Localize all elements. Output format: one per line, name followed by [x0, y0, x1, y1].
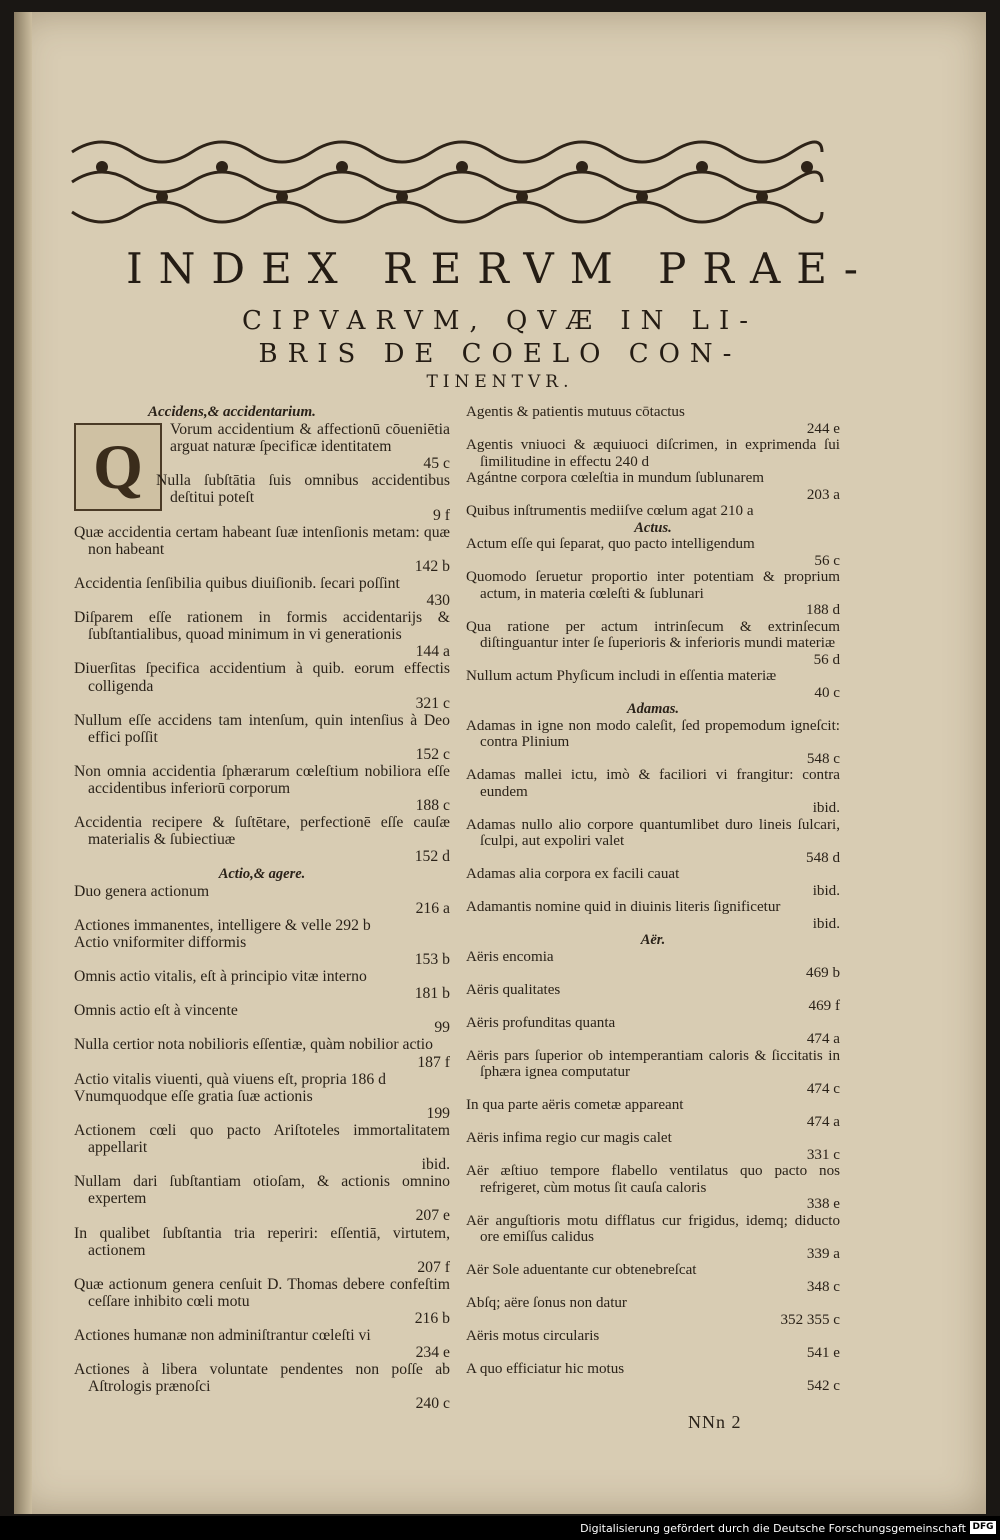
entry-text: Agántne corpora cœleſtia in mundum ſublunarem [466, 470, 765, 486]
entry-text: Omnis actio eſt à vincente [74, 1002, 238, 1020]
page-reference: 56 d [813, 651, 840, 668]
index-entry [466, 1213, 840, 1263]
index-heading: Actus. [634, 519, 672, 536]
index-entry [466, 536, 840, 569]
headpiece-ornament [62, 132, 832, 232]
page-reference: 56 c [814, 552, 840, 569]
index-entry [466, 718, 840, 768]
page-reference: 352 355 c [780, 1311, 840, 1328]
entry-text: Actiones humanæ non adminiſtrantur cœleſti vi [74, 1327, 371, 1345]
entry-text: Qua ratione per actum intrinſecum & extrinſecum diſtinguantur inter ſe ſuperioris & inferioris mundi materiæ [466, 618, 840, 651]
entry-text: In qua parte aëris cometæ appareant [466, 1097, 684, 1113]
page-reference: 244 e [806, 420, 840, 437]
entry-text: Nulla ſubſtātia ſuis omnibus accidentibus deſtitui poteſt [156, 472, 450, 507]
page-reference: 203 a [806, 486, 840, 503]
entry-text: Aër Sole aduentante cur obtenebreſcat [466, 1262, 697, 1278]
index-entry [466, 1295, 840, 1328]
entry-text: Aër anguſtioris motu difflatus cur frigidus, idemq; diducto ore emiſſus calidus [466, 1212, 840, 1245]
footer-credit: Digitalisierung gefördert durch die Deutsche Forschungsgemeinschaft [580, 1522, 966, 1535]
page-reference: ibid. [812, 915, 840, 932]
page-reference: 188 d [806, 602, 840, 618]
index-entry [74, 814, 450, 865]
entry-text: Actiones immanentes, intelligere & velle 292 b [74, 916, 371, 934]
page-reference: 207 e [415, 1207, 450, 1225]
index-entry [466, 437, 840, 470]
index-entry [466, 1015, 840, 1048]
index-entry [74, 575, 450, 609]
entry-text: Vorum accidentium & affectionū cōueniētia arguat naturæ ſpecificæ identitatem [170, 421, 450, 456]
index-entry [74, 934, 450, 968]
page-reference: 207 f [417, 1258, 450, 1276]
index-entry [466, 503, 840, 520]
page-reference: 199 [426, 1104, 450, 1122]
index-heading: Adamas. [627, 701, 679, 717]
page-reference: 144 a [415, 643, 450, 661]
page-reference: 474 c [806, 1080, 840, 1097]
page-reference: 40 c [814, 684, 840, 701]
index-entry [74, 524, 450, 575]
index-entry [74, 1088, 450, 1122]
index-entry [466, 982, 840, 1015]
index-entry [74, 917, 450, 934]
entry-text: Nulla certior nota nobilioris eſſentiæ, quàm nobilior actio [74, 1036, 433, 1054]
index-entry [466, 949, 840, 982]
index-entry [466, 1361, 840, 1394]
entry-text: Aëris encomia [466, 948, 554, 965]
index-entry [74, 1327, 450, 1361]
page-reference: 142 b [414, 557, 450, 575]
index-entry [466, 1163, 840, 1213]
index-entry [466, 668, 840, 701]
page-reference: 542 c [806, 1377, 840, 1394]
index-entry [74, 712, 450, 763]
page-reference: 187 f [417, 1053, 450, 1071]
entry-text: Actum eſſe qui ſeparat, quo pacto intelligendum [466, 536, 755, 552]
index-entry [466, 1048, 840, 1098]
index-title-line4: TINENTVR. [426, 372, 574, 392]
index-entry [466, 767, 840, 817]
page-reference: 338 e [806, 1196, 840, 1212]
page-reference: 474 a [806, 1031, 840, 1047]
index-entry [74, 472, 450, 523]
page-edge [14, 12, 32, 1514]
index-entry [74, 1361, 450, 1412]
page-reference: 469 f [808, 998, 840, 1014]
entry-text: Accidentia ſenſibilia quibus diuiſionib. ſecari poſſint [74, 574, 400, 592]
page-reference: 469 b [806, 965, 840, 981]
entry-text: Aër æſtiuo tempore flabello ventilatus quo pacto nos refrigeret, cùm motus ſit cauſa caloris [466, 1163, 840, 1196]
page-reference: 548 d [806, 849, 840, 866]
entry-text: Adamas mallei ictu, imò & faciliori vi frangitur: contra eundem [466, 767, 840, 800]
entry-text: Adamas in igne non modo caleſit, ſed propemodum igneſcit: contra Plinium [466, 717, 840, 750]
entry-text: Adamantis nomine quid in diuinis literis ſignificetur [466, 899, 781, 915]
entry-text: Abſq; aëre ſonus non datur [466, 1295, 627, 1311]
index-entry [466, 1328, 840, 1361]
index-entry [74, 763, 450, 814]
page-reference: 181 b [414, 985, 450, 1003]
index-entry [466, 899, 840, 932]
book-page [14, 12, 986, 1514]
index-entry [466, 470, 840, 503]
page-reference: 9 f [433, 506, 450, 524]
index-entry [74, 1036, 450, 1070]
page-reference: 348 c [806, 1278, 840, 1295]
page-reference: 548 c [806, 750, 840, 767]
entry-text: Nullam dari ſubſtantiam otioſam, & actionis omnino expertem [74, 1173, 450, 1208]
index-entry [466, 1097, 840, 1130]
page-reference: 45 c [423, 455, 450, 473]
entry-text: Adamas alia corpora ex facili cauat [466, 866, 680, 882]
page-reference: 152 c [415, 745, 450, 763]
index-entry [74, 609, 450, 660]
page-reference: 216 a [415, 899, 450, 917]
entry-text: Actio vniformiter difformis [74, 933, 247, 951]
entry-text: Aëris pars ſuperior ob intemperantiam caloris & ſiccitatis in ſphæra ignea computatur [466, 1047, 840, 1080]
index-title-line3: BRIS DE COELO CON- [258, 339, 742, 369]
page-reference: 474 a [806, 1113, 840, 1130]
entry-text: A quo efficiatur hic motus [466, 1361, 625, 1377]
page-reference: 153 b [414, 951, 450, 968]
page-reference: 99 [434, 1019, 450, 1037]
page-reference: ibid. [812, 800, 840, 816]
entry-text: Accidentia recipere & ſuſtētare, perfectionē eſſe cauſæ materialis & ſubiectiuæ [74, 814, 450, 849]
page-reference: 240 c [415, 1395, 450, 1413]
page-reference: 152 d [414, 848, 450, 866]
entry-text: Actiones à libera voluntate pendentes non poſſe ab Aſtrologis prænoſci [74, 1361, 450, 1396]
entry-text: Duo genera actionum [74, 882, 210, 900]
index-heading: Aër. [640, 932, 666, 948]
entry-text: Diſparem eſſe rationem in formis accidentarijs & ſubſtantialibus, quoad minimum in vi generationis [74, 609, 450, 644]
page-reference: 339 a [806, 1245, 840, 1262]
index-entry [74, 883, 450, 917]
page-reference: ibid. [812, 882, 840, 899]
index-entry [466, 866, 840, 899]
entry-text: Aëris qualitates [466, 981, 561, 998]
index-entry [74, 1002, 450, 1036]
page-reference: 541 e [806, 1344, 840, 1361]
entry-text: Nullum eſſe accidens tam intenſum, quin intenſius à Deo effici poſſit [74, 711, 450, 746]
initial-letter: Q [93, 431, 143, 503]
entry-text: Aëris profunditas quanta [466, 1014, 616, 1031]
entry-text: Quomodo ſeruetur proportio inter potentiam & proprium actum, in materia cœleſti & ſublunari [466, 569, 840, 602]
index-entry [466, 569, 840, 619]
entry-text: Diuerſitas ſpecifica accidentium à quib. eorum effectis colligenda [74, 660, 450, 695]
index-heading: Accidens,& accidentarium. [148, 404, 316, 420]
entry-text: Actio vitalis viuenti, quà viuens eſt, propria 186 d [74, 1070, 386, 1088]
page-reference: 188 c [415, 797, 450, 815]
entry-text: Actionem cœli quo pacto Ariſtoteles immortalitatem appellarit [74, 1121, 450, 1157]
index-entry [74, 1276, 450, 1327]
index-entry [466, 404, 840, 437]
entry-text: Vnumquodque eſſe gratia ſuæ actionis [74, 1087, 313, 1105]
index-entry [466, 817, 840, 867]
page-reference: 216 b [414, 1309, 450, 1327]
entry-text: In qualibet ſubſtantia tria reperiri: eſſentiā, virtutem, actionem [74, 1224, 450, 1259]
index-entry [74, 968, 450, 1002]
index-entry [74, 1122, 450, 1173]
page-reference: 430 [426, 592, 450, 610]
entry-text: Non omnia accidentia ſphærarum cœleſtium nobiliora eſſe accidentibus inferiorū corporum [74, 762, 450, 798]
index-title-line2: CIPVARVM, QVÆ IN LI- [241, 306, 758, 336]
dfg-logo: DFG [970, 1521, 996, 1534]
left-index-column [74, 404, 450, 1413]
entry-text: Quæ accidentia certam habeant ſuæ intenſionis metam: quæ non habeant [74, 523, 450, 558]
digitization-footer [0, 1516, 1000, 1540]
index-entry [466, 1130, 840, 1163]
index-heading: Actio,& agere. [218, 865, 306, 882]
entry-text: Omnis actio vitalis, eſt à principio vitæ interno [74, 968, 367, 986]
index-entry [466, 619, 840, 669]
index-title-line1: INDEX RERVM PRAE- [126, 244, 874, 293]
right-index-column [466, 404, 840, 1394]
page-reference: 234 e [415, 1344, 450, 1362]
entry-text: Aëris infima regio cur magis calet [466, 1130, 672, 1146]
page-reference: 331 c [806, 1146, 840, 1163]
index-entry [74, 1071, 450, 1088]
entry-text: Aëris motus circularis [466, 1328, 600, 1344]
index-entry [74, 660, 450, 711]
page-reference: 321 c [415, 694, 450, 712]
index-entry [74, 1173, 450, 1224]
entry-text: Agentis vniuoci & æquiuoci diſcrimen, in exprimenda ſui ſimilitudine in effectu 240 d [466, 437, 840, 470]
entry-text: Quibus inſtrumentis mediiſve cœlum agat 210 a [466, 503, 754, 519]
entry-text: Quæ actionum genera cenſuit D. Thomas debere confeſtim ceſſare inhibito cœli motu [74, 1275, 450, 1310]
signature-mark: NNn 2 [688, 1412, 742, 1432]
index-entry [466, 1262, 840, 1295]
entry-text: Agentis & patientis mutuus cōtactus [466, 404, 685, 420]
entry-text: Nullum actum Phyſicum includi in eſſentia materiæ [466, 668, 777, 684]
page-reference: ibid. [421, 1156, 450, 1174]
entry-text: Adamas nullo alio corpore quantumlibet duro lineis ſulcari, ſculpi, aut expoliri valet [466, 816, 840, 849]
index-entry [74, 1225, 450, 1276]
